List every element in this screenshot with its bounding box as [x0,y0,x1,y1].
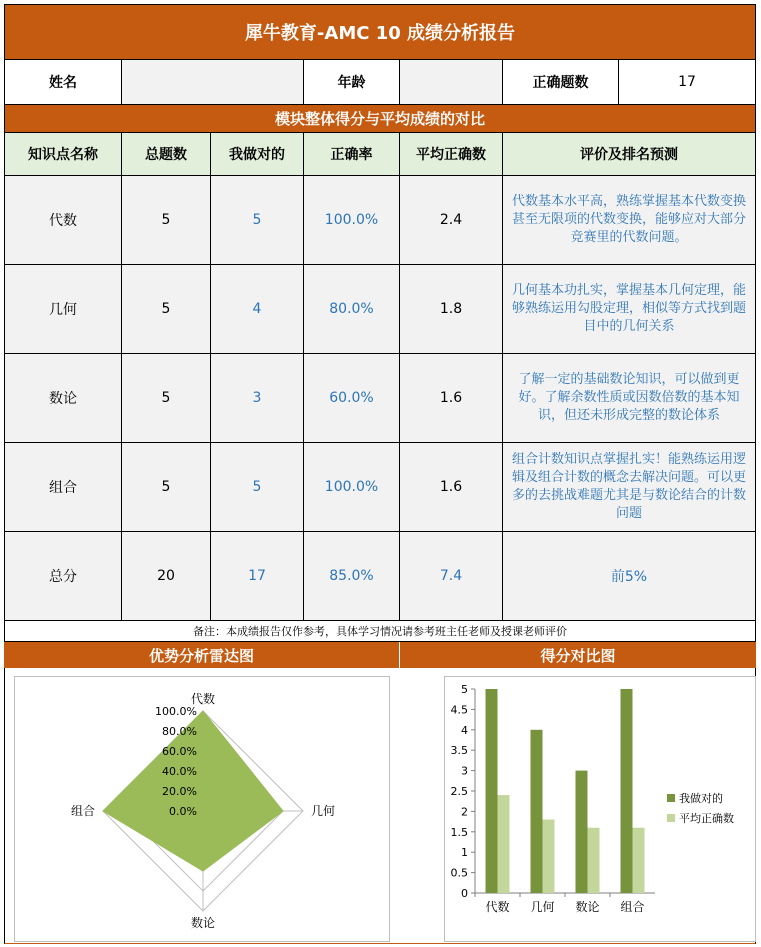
radar-tick-label: 60.0% [162,745,197,758]
legend-swatch [667,814,675,822]
age-value [399,59,503,105]
table-row-name: 几何 [4,264,122,354]
bar-y-tick-label: 1 [461,846,468,860]
note: 备注：本成绩报告仅作参考，具体学习情况请参考班主任老师及授课老师评价 [4,620,756,642]
bar-y-tick-label: 4.5 [450,703,468,717]
radar-chart-frame [14,676,390,942]
table-row-rate: 100.0% [303,442,400,532]
total-row-mine: 17 [210,531,304,621]
table-row-avg: 1.6 [399,353,503,443]
radar-axis-label: 组合 [70,804,95,818]
report-title-text: 犀牛教育-AMC 10 成绩分析报告 [244,23,516,44]
radar-tick-label: 100.0% [155,705,197,718]
radar-axis-label: 代数 [190,692,216,706]
table-row-eval: 代数基本水平高，熟练掌握基本代数变换甚至无限项的代数变换，能够应对大部分竞赛里的代数问题。 [502,175,756,265]
table-row-rate: 60.0% [303,353,400,443]
correct-count-value: 17 [618,59,756,105]
total-row-total: 20 [121,531,211,621]
bar-y-tick-label: 2.5 [450,785,468,798]
table-row-name: 代数 [4,175,122,265]
module-title: 模块整体得分与平均成绩的对比 [4,104,756,133]
table-row-mine: 5 [210,175,304,265]
bar-avg [543,820,555,893]
bar-x-tick-label: 代数 [485,900,510,914]
header-topic: 知识点名称 [4,132,122,176]
bar-y-tick-label: 3.5 [450,744,468,758]
bar-mine [576,771,588,893]
bar-y-tick-label: 5 [461,683,468,696]
total-row-name: 总分 [4,531,122,621]
radar-chart [15,677,389,941]
table-row-name: 组合 [4,442,122,532]
header-rate: 正确率 [303,132,400,176]
header-mine: 我做对的 [210,132,304,176]
bar-x-tick-label: 几何 [530,900,555,914]
radar-axis-label: 几何 [311,804,336,818]
radar-tick-label: 20.0% [162,785,197,798]
bar-avg [498,795,510,893]
bar-mine [486,689,498,893]
report-title [4,4,756,60]
table-row-eval: 了解一定的基础数论知识，可以做到更好。了解余数性质或因数倍数的基本知识，但还未形成完整的数论体系 [502,353,756,443]
table-row-total: 5 [121,264,211,354]
table-row-mine: 4 [210,264,304,354]
legend-label: 我做对的 [679,792,723,805]
bar-avg [588,828,600,893]
table-row-total: 5 [121,175,211,265]
table-row-total: 5 [121,353,211,443]
header-avg: 平均正确数 [399,132,503,176]
bar-y-tick-label: 2 [461,805,468,819]
bar-avg [633,828,645,893]
bar-chart-title: 得分对比图 [400,642,756,668]
legend-swatch [667,794,675,802]
radar-tick-label: 80.0% [162,725,197,738]
bar-mine [531,730,543,893]
bar-mine [621,689,633,893]
bar-x-tick-label: 数论 [575,900,600,914]
name-value [121,59,304,105]
bar-y-tick-label: 0 [461,887,468,900]
bar-y-tick-label: 3 [461,764,468,778]
table-row-eval: 几何基本功扎实，掌握基本几何定理，能够熟练运用勾股定理，相似等方式找到题目中的几何关系 [502,264,756,354]
age-label: 年龄 [303,59,400,105]
radar-chart-title: 优势分析雷达图 [4,642,400,668]
bar-y-tick-label: 0.5 [450,866,468,880]
header-total: 总题数 [121,132,211,176]
bar-y-tick-label: 1.5 [450,825,468,839]
table-row-avg: 1.6 [399,442,503,532]
table-row-rate: 80.0% [303,264,400,354]
bar-chart-frame [444,676,756,942]
table-row-avg: 2.4 [399,175,503,265]
legend-label: 平均正确数 [679,812,734,825]
header-eval: 评价及排名预测 [502,132,756,176]
bar-x-tick-label: 组合 [620,900,645,914]
radar-axis-label: 数论 [190,916,216,930]
total-row-rate: 85.0% [303,531,400,621]
radar-tick-label: 40.0% [162,765,197,778]
bar-chart [445,677,755,941]
table-row-rate: 100.0% [303,175,400,265]
total-row-avg: 7.4 [399,531,503,621]
table-row-total: 5 [121,442,211,532]
table-row-name: 数论 [4,353,122,443]
bar-y-tick-label: 4 [461,723,468,737]
total-row-eval: 前5% [502,531,756,621]
name-label: 姓名 [4,59,122,105]
table-row-avg: 1.8 [399,264,503,354]
table-row-eval: 组合计数知识点掌握扎实！能熟练运用逻辑及组合计数的概念去解决问题。可以更多的去挑战难题尤其是与数论结合的计数问题 [502,442,756,532]
radar-tick-label: 0.0% [169,805,197,818]
correct-count-label: 正确题数 [502,59,619,105]
table-row-mine: 5 [210,442,304,532]
table-row-mine: 3 [210,353,304,443]
